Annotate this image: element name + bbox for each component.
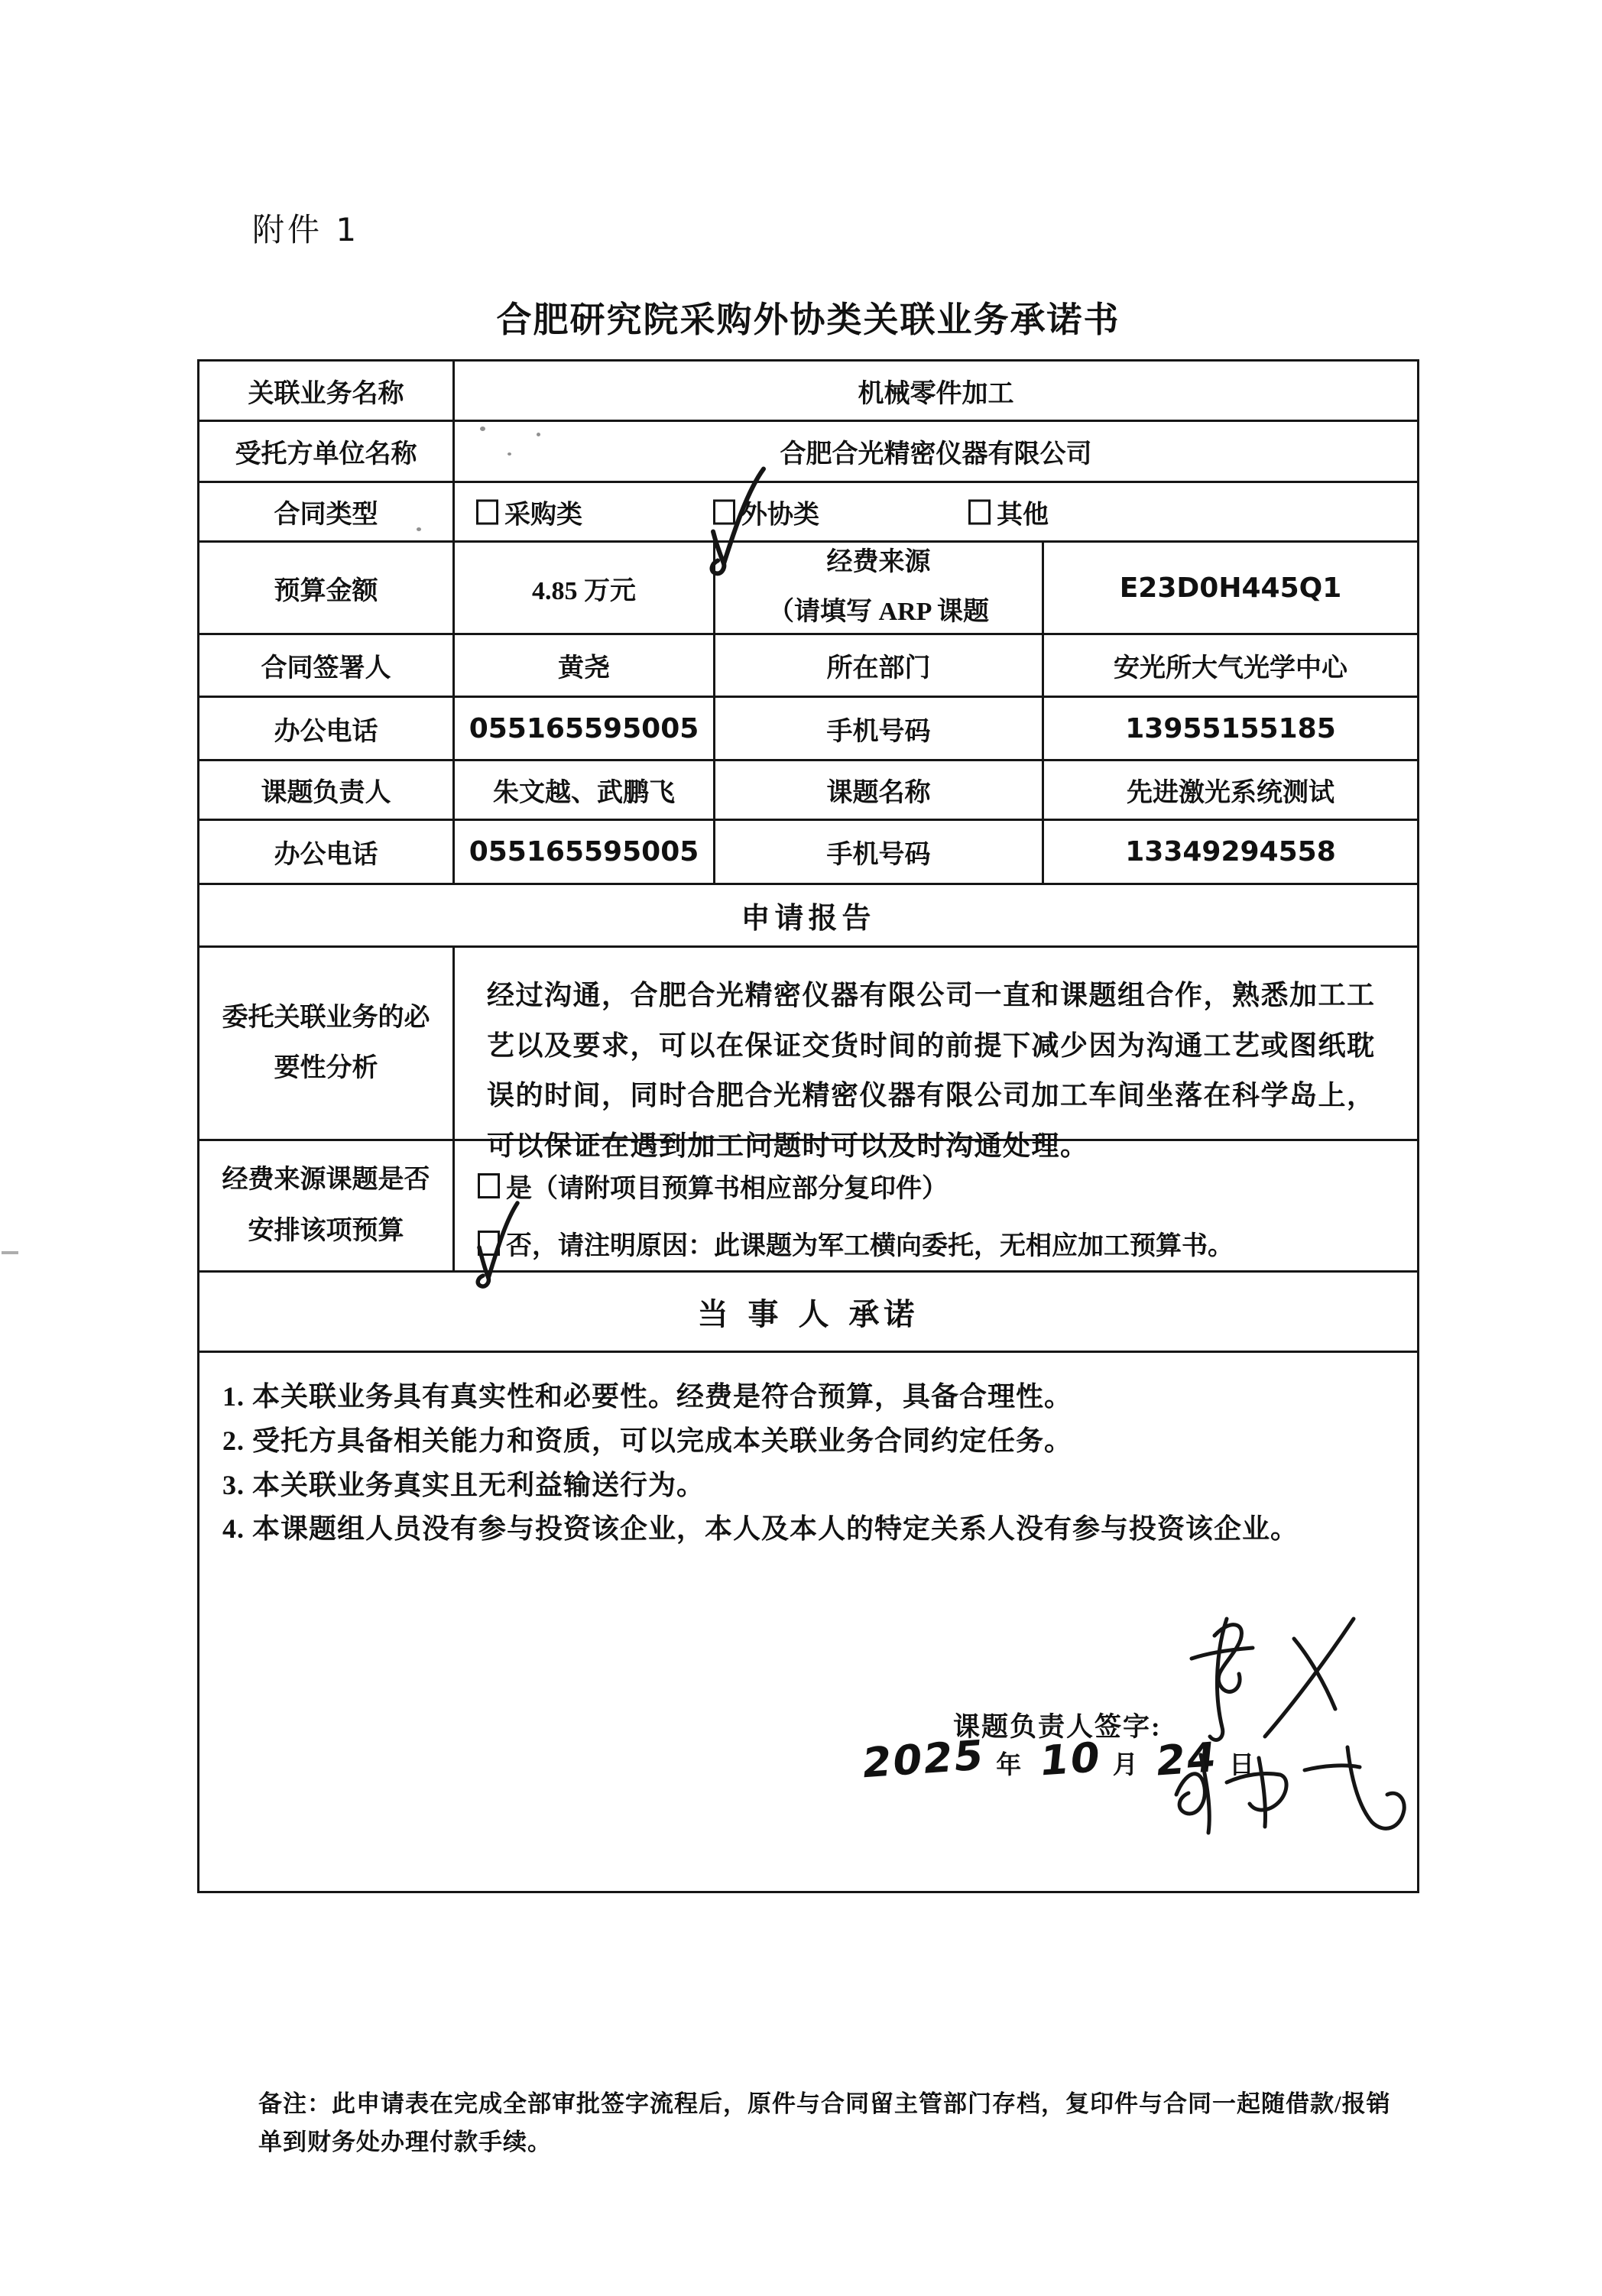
budget-arranged-label: 经费来源课题是否安排该项预算 bbox=[199, 1141, 455, 1270]
office-phone-2-label: 办公电话 bbox=[199, 821, 455, 883]
contract-type-option-purchase bbox=[476, 493, 582, 530]
checkbox-outsourcing-label: 外协类 bbox=[741, 501, 819, 529]
table-row bbox=[199, 1273, 1417, 1353]
page-title: 合肥研究院采购外协类关联业务承诺书 bbox=[496, 299, 1120, 340]
promise-list bbox=[199, 1353, 1417, 1551]
department-value: 安光所大气光学中心 bbox=[1114, 654, 1347, 683]
table-row bbox=[199, 1353, 1417, 1891]
table-row bbox=[199, 761, 1417, 821]
scan-speck bbox=[480, 426, 485, 431]
office-phone-1-value: 055165595005 bbox=[455, 698, 715, 759]
funding-source-label-line1: 经费来源 bbox=[826, 548, 931, 577]
table-row bbox=[199, 483, 1417, 543]
promise-section-title: 当 事 人 承诺 bbox=[697, 1296, 919, 1332]
checkbox-other-label: 其他 bbox=[997, 501, 1049, 529]
signer-label: 合同签署人 bbox=[199, 635, 455, 696]
necessity-label: 委托关联业务的必要性分析 bbox=[199, 948, 455, 1139]
form-table bbox=[197, 359, 1419, 1893]
table-row bbox=[199, 635, 1417, 698]
checkbox-no bbox=[478, 1231, 500, 1256]
handwritten-day: 24 bbox=[1153, 1733, 1220, 1785]
handwritten-signature-2 bbox=[1167, 1737, 1419, 1844]
scan-speck bbox=[508, 452, 511, 456]
table-row bbox=[199, 362, 1417, 422]
day-unit: 日 bbox=[1229, 1752, 1255, 1779]
contract-type-option-other bbox=[968, 493, 1049, 530]
scan-edge-mark bbox=[2, 1251, 18, 1254]
table-row bbox=[199, 885, 1417, 948]
office-phone-2-value: 055165595005 bbox=[455, 821, 715, 883]
promise-item-4: 4. 本课题组人员没有参与投资该企业，本人及本人的特定关系人没有参与投资该企业。 bbox=[222, 1513, 1299, 1545]
budget-value: 4.85 万元 bbox=[455, 543, 715, 633]
attachment-label: 附件 1 bbox=[252, 211, 360, 248]
promise-item-1: 1. 本关联业务具有真实性和必要性。经费是符合预算，具备合理性。 bbox=[222, 1381, 1073, 1412]
scan-speck bbox=[417, 527, 421, 531]
month-unit: 月 bbox=[1112, 1752, 1138, 1779]
report-section-title: 申请报告 bbox=[741, 901, 876, 935]
checkbox-no-label: 否，请注明原因：此课题为军工横向委托，无相应加工预算书。 bbox=[506, 1232, 1234, 1260]
handwritten-signature-1 bbox=[1179, 1613, 1370, 1750]
business-name-value: 机械零件加工 bbox=[858, 379, 1014, 408]
necessity-text: 经过沟通，合肥合光精密仪器有限公司一直和课题组合作，熟悉加工工艺以及要求，可以在保证交货时间的前提下减少因为沟通工艺或图纸耽误的时间，同时合肥合光精密仪器有限公司加工车间坐落在科学岛上，可以保证在遇到加工问题时可以及时沟通处理。 bbox=[487, 980, 1376, 1161]
trustee-name-label: 受托方单位名称 bbox=[199, 422, 455, 481]
table-row bbox=[199, 698, 1417, 761]
contract-type-options bbox=[455, 483, 1417, 540]
business-name-label: 关联业务名称 bbox=[199, 362, 455, 420]
department-label: 所在部门 bbox=[715, 635, 1044, 696]
table-row bbox=[199, 948, 1417, 1161]
scan-speck bbox=[537, 433, 540, 436]
funding-source-label bbox=[715, 543, 1044, 633]
contract-type-option-outsourcing bbox=[713, 493, 819, 530]
mobile-1-value: 13955155185 bbox=[1125, 712, 1336, 744]
checkbox-yes bbox=[478, 1173, 500, 1198]
budget-label: 预算金额 bbox=[199, 543, 455, 633]
promise-item-3: 3. 本关联业务真实且无利益输送行为。 bbox=[222, 1469, 705, 1500]
table-row bbox=[199, 422, 1417, 483]
footer-note: 备注：此申请表在完成全部审批签字流程后，原件与合同留主管部门存档，复印件与合同一起随借款/报销单到财务处办理付款手续。 bbox=[258, 2090, 1391, 2155]
year-unit: 年 bbox=[996, 1752, 1022, 1779]
signer-value: 黄尧 bbox=[455, 635, 715, 696]
checkbox-other bbox=[968, 499, 991, 524]
budget-arranged-option-yes bbox=[478, 1167, 1234, 1205]
trustee-name-value: 合肥合光精密仪器有限公司 bbox=[780, 440, 1092, 469]
project-name-value: 先进激光系统测试 bbox=[1127, 779, 1334, 807]
contract-type-label: 合同类型 bbox=[199, 483, 455, 540]
project-name-label: 课题名称 bbox=[715, 761, 1044, 819]
project-leader-value: 朱文越、武鹏飞 bbox=[455, 761, 715, 819]
checkbox-outsourcing bbox=[713, 499, 735, 524]
checkbox-purchase-label: 采购类 bbox=[504, 501, 582, 529]
signature-label: 课题负责人签字: bbox=[953, 1712, 1162, 1742]
table-row bbox=[199, 1141, 1417, 1273]
project-leader-label: 课题负责人 bbox=[199, 761, 455, 819]
budget-arranged-options bbox=[455, 1141, 1417, 1270]
mobile-2-label: 手机号码 bbox=[715, 821, 1044, 883]
checkbox-purchase bbox=[476, 499, 498, 524]
handwritten-year: 2025 bbox=[859, 1730, 987, 1788]
mobile-2-value: 13349294558 bbox=[1125, 836, 1336, 867]
promise-item-2: 2. 受托方具备相关能力和资质，可以完成本关联业务合同约定任务。 bbox=[222, 1425, 1073, 1456]
table-row bbox=[199, 543, 1417, 635]
mobile-1-label: 手机号码 bbox=[715, 698, 1044, 759]
funding-source-value: E23D0H445Q1 bbox=[1119, 572, 1342, 604]
budget-arranged-option-no bbox=[478, 1224, 1234, 1262]
checkbox-yes-label: 是（请附项目预算书相应部分复印件） bbox=[506, 1175, 948, 1203]
funding-source-label-line2: （请填写 ARP 课题 bbox=[768, 598, 989, 626]
table-row bbox=[199, 821, 1417, 885]
handwritten-month: 10 bbox=[1036, 1733, 1104, 1785]
office-phone-1-label: 办公电话 bbox=[199, 698, 455, 759]
